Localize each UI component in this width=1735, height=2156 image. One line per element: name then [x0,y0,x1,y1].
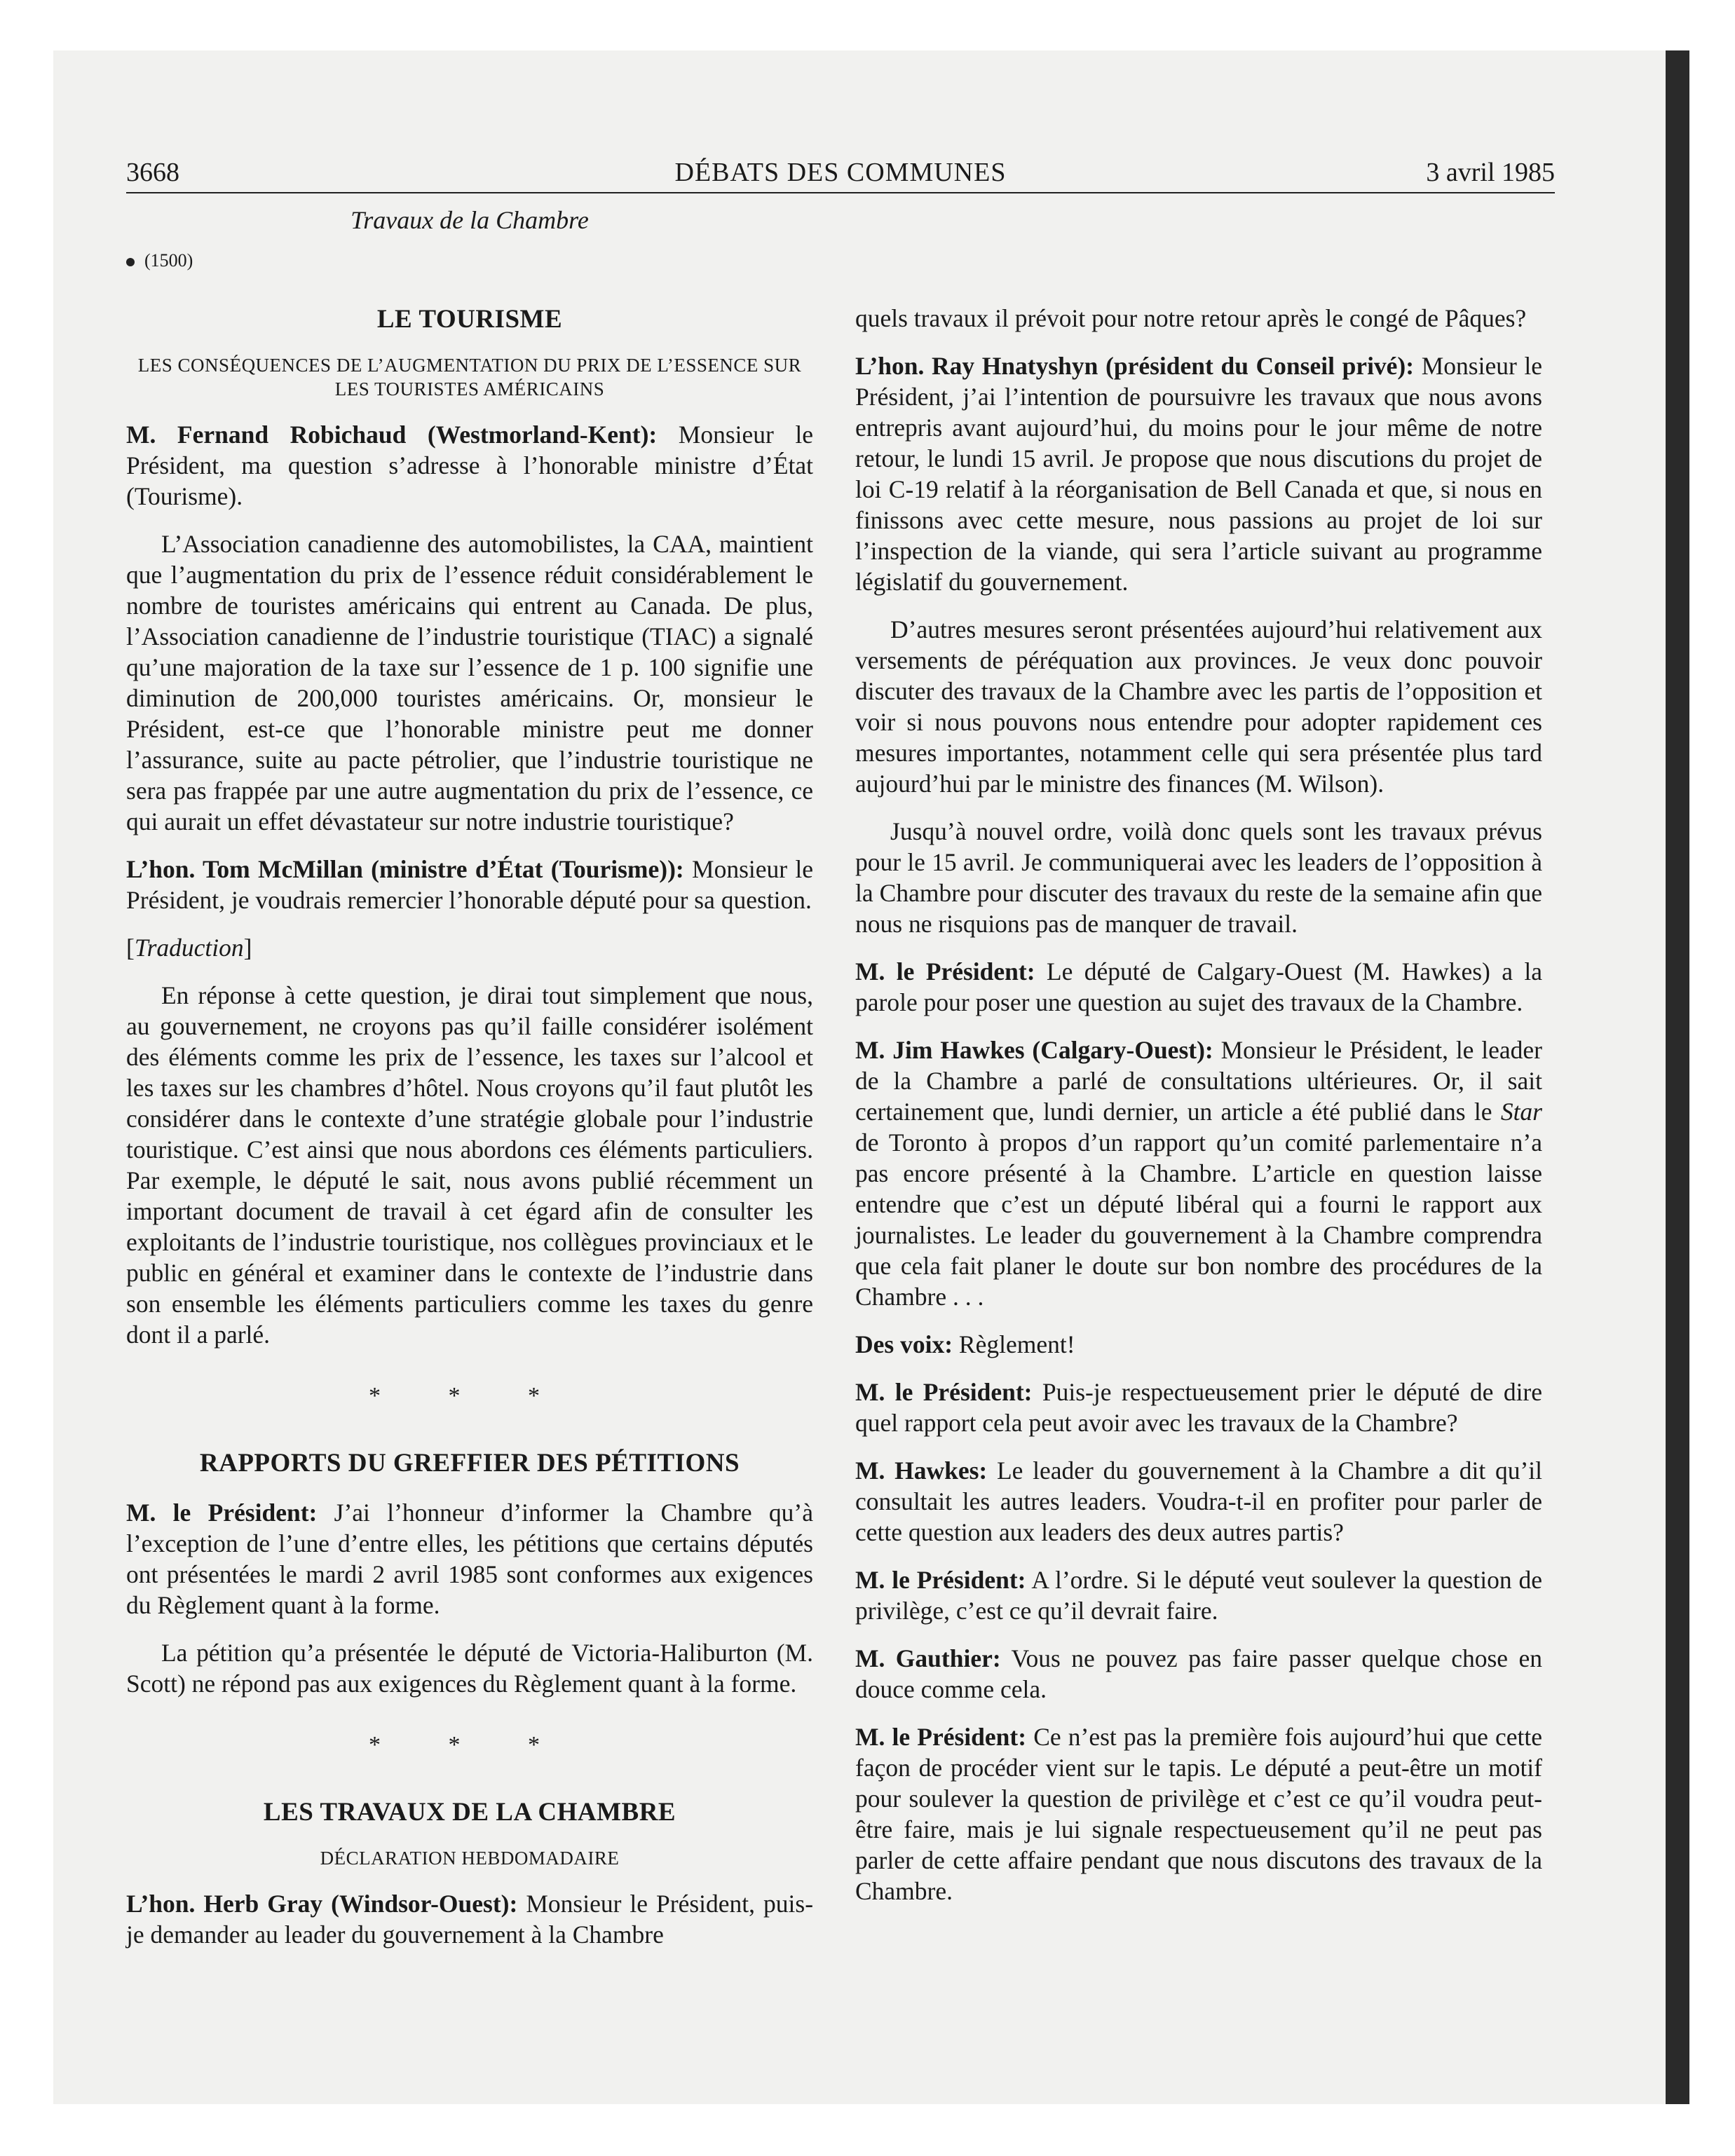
speaker: M. Fernand Robichaud (Westmorland-Kent): [126,421,658,449]
speech-text: Monsieur le Président, puis-je demander au leader du gouvernement à la Chambre [126,1890,814,1949]
page-number: 3668 [126,158,179,187]
speaker: M. le Président: [855,1723,1027,1751]
speaker: L’hon. Tom McMillan (ministre d’État (Tourisme)): [126,855,684,883]
subheading-declaration: DÉCLARATION HEBDOMADAIRE [320,1848,620,1869]
speech-text: Règlement! [953,1330,1075,1358]
paragraph [126,419,813,512]
paragraph [126,854,813,915]
speaker: L’hon. Ray Hnatyshyn (président du Conseil privé): [855,352,1415,380]
running-head: Travaux de la Chambre [351,206,589,234]
section-heading-tourisme: LE TOURISME [376,305,563,334]
paragraph: La pétition qu’a présentée le député de Victoria-Haliburton (M. Scott) ne répond pas aux exigences du Règlement quant à la forme. [126,1639,813,1698]
paragraph [855,1035,1542,1312]
speaker: M. Gauthier: [855,1644,1001,1672]
bracket-open: [ [126,934,135,962]
paragraph [126,1497,813,1621]
paragraph [855,1643,1542,1705]
paragraph [855,1329,1542,1360]
document-page [53,50,1689,2104]
paragraph [126,1888,813,1950]
scan-edge [1666,50,1689,2104]
speech-text: Le député de Calgary-Ouest (M. Hawkes) a la parole pour poser une question au sujet des travaux de la Chambre. [855,957,1542,1016]
section-heading-travaux: LES TRAVAUX DE LA CHAMBRE [263,1798,676,1827]
speaker: Des voix: [855,1330,953,1358]
subheading-essence: LES CONSÉQUENCES DE L’AUGMENTATION DU PRIX DE L’ESSENCE SUR LES TOURISTES AMÉRICAINS [137,355,802,400]
speaker: M. le Président: [855,1378,1033,1406]
paragraph: D’autres mesures seront présentées aujourd’hui relativement aux versements de péréquation aux provinces. Je veux donc pouvoir discuter des travaux de la Chambre avec les partis de l’opposition et voir si nous pouvons nous entendre pour adopter rapidement ces mesures importantes, notamment celle qui sera présentée plus tard aujourd’hui par le ministre des finances (M. Wilson). [855,615,1542,798]
speaker: M. le Président: [855,957,1035,985]
paragraph [855,1721,1542,1906]
paragraph: quels travaux il prévoit pour notre retour après le congé de Pâques? [855,304,1527,332]
page-header [126,153,1555,193]
paragraph: L’Association canadienne des automobilistes, la CAA, maintient que l’augmentation du prix de l’essence réduit considérablement le nombre de touristes américains qui entrent au Canada. De plus, l’Association canadienne de l’industrie touristique (TIAC) a signalé qu’une majoration de la taxe sur l’essence de 1 p. 100 signifie une diminution de 200,000 touristes américains. Or, monsieur le Président, est-ce que l’honorable ministre peut me donner l’assurance, suite au pacte pétrolier, que l’industrie touristique ne sera pas frappée par une autre augmentation du prix de l’essence, ce qui aurait un effet dévastateur sur notre industrie touristique? [126,530,813,835]
speech-text: J’ai l’honneur d’informer la Chambre qu’à l’exception de l’une d’entre elles, les pétitions que certains députés ont présentées le mardi 2 avril 1985 sont conformes aux exigences du Règlement quant à la forme. [126,1499,813,1619]
speech-text: Monsieur le Président, j’ai l’intention de poursuivre les travaux que nous avons entrepris avant aujourd’hui, du moins pour le jour même de notre retour, le lundi 15 avril. Je propose que nous discutions du projet de loi C-19 relatif à la réorganisation de Bell Canada et que, si nous en finissons avec cette mesure, nous passions au projet de loi sur l’inspection de la viande, qui sera l’article suivant au programme législatif du gouvernement. [855,352,1542,596]
left-column [126,205,813,1967]
paragraph [855,350,1542,597]
timestamp-text: (1500) [144,250,193,271]
speech-text: Vous ne pouvez pas faire passer quelque chose en douce comme cela. [855,1644,1542,1703]
speech-text: Puis-je respectueusement prier le député de dire quel rapport cela peut avoir avec les travaux de la Chambre? [855,1378,1543,1437]
speech-text: A l’ordre. Si le député veut soulever la question de privilège, c’est ce qu’il devrait faire. [855,1566,1542,1625]
speaker: M. Jim Hawkes (Calgary-Ouest): [855,1036,1213,1064]
section-separator: * * * [369,1383,571,1409]
paragraph [855,1564,1542,1626]
speaker: M. Hawkes: [855,1456,988,1485]
speech-text: Monsieur le Président, ma question s’adresse à l’honorable ministre d’État (Tourisme). [126,421,813,510]
speaker: L’hon. Herb Gray (Windsor-Ouest): [126,1890,518,1918]
translation-label: Traduction [134,934,244,962]
speech-text: Monsieur le Président, je voudrais remercier l’honorable député pour sa question. [126,855,813,914]
speaker: M. le Président: [126,1499,318,1527]
page-date: 3 avril 1985 [1426,158,1555,187]
paragraph: En réponse à cette question, je dirai tout simplement que nous, au gouvernement, ne croyons pas qu’il faille considérer isolément des éléments comme les prix de l’essence, les taxes sur l’alcool et les taxes sur les chambres d’hôtel. Nous croyons qu’il faut plutôt les considérer dans le contexte d’une stratégie globale pour l’industrie touristique. C’est ainsi que nous abordons ces éléments particuliers. Par exemple, le député le sait, nous avons publié récemment un important document de travail à cet égard afin de consulter les exploitants de l’industrie touristique, nos collègues provinciaux et le public en général et examiner dans le contexte de l’industrie dans son ensemble les éléments particuliers comme les taxes du genre dont il a parlé. [126,981,813,1349]
publication-title: DÉBATS DES COMMUNES [674,158,1007,187]
bullet-icon [126,258,135,266]
paragraph [855,956,1542,1018]
newspaper-name: Star [1500,1098,1542,1126]
right-column [855,205,1542,1923]
speech-text: Le leader du gouvernement à la Chambre a dit qu’il consultait les autres leaders. Voudra-t-il en profiter pour parler de cette question aux leaders des deux autres partis? [855,1456,1542,1546]
translation-note [126,932,813,963]
section-separator: * * * [369,1732,571,1758]
speaker: M. le Président: [855,1566,1026,1594]
speech-text: Ce n’est pas la première fois aujourd’hui que cette façon de procéder vient sur le tapis. Le député a peut-être un motif pour soulever la question de privilège et c’est ce qu’il voudra peut-être faire, mais je lui signale respectueusement qu’il ne peut pas parler de cette affaire pendant que nous discutons des travaux de la Chambre. [855,1723,1543,1905]
bracket-close: ] [243,934,252,962]
speech-text: de Toronto à propos d’un rapport qu’un comité parlementaire n’a pas encore présenté à la Chambre. L’article en question laisse entendre que c’est un député libéral qui a fourni le rapport aux journalistes. Le leader du gouvernement à la Chambre comprendra que cela fait planer le doute sur bon nombre des procédures de la Chambre . . . [855,1128,1542,1311]
paragraph [855,1377,1542,1438]
speech-text: Monsieur le Président, le leader de la Chambre a parlé de consultations ultérieures. Or, il sait certainement que, lundi dernier, un article a été publié dans le [855,1036,1542,1126]
paragraph: Jusqu’à nouvel ordre, voilà donc quels sont les travaux prévus pour le 15 avril. Je communiquerai avec les leaders de l’opposition à la Chambre pour discuter des travaux du reste de la semaine afin que nous ne risquions pas de manquer de travail. [855,817,1542,938]
paragraph [855,1455,1542,1548]
section-heading-petitions: RAPPORTS DU GREFFIER DES PÉTITIONS [199,1449,740,1478]
timestamp [126,245,813,276]
